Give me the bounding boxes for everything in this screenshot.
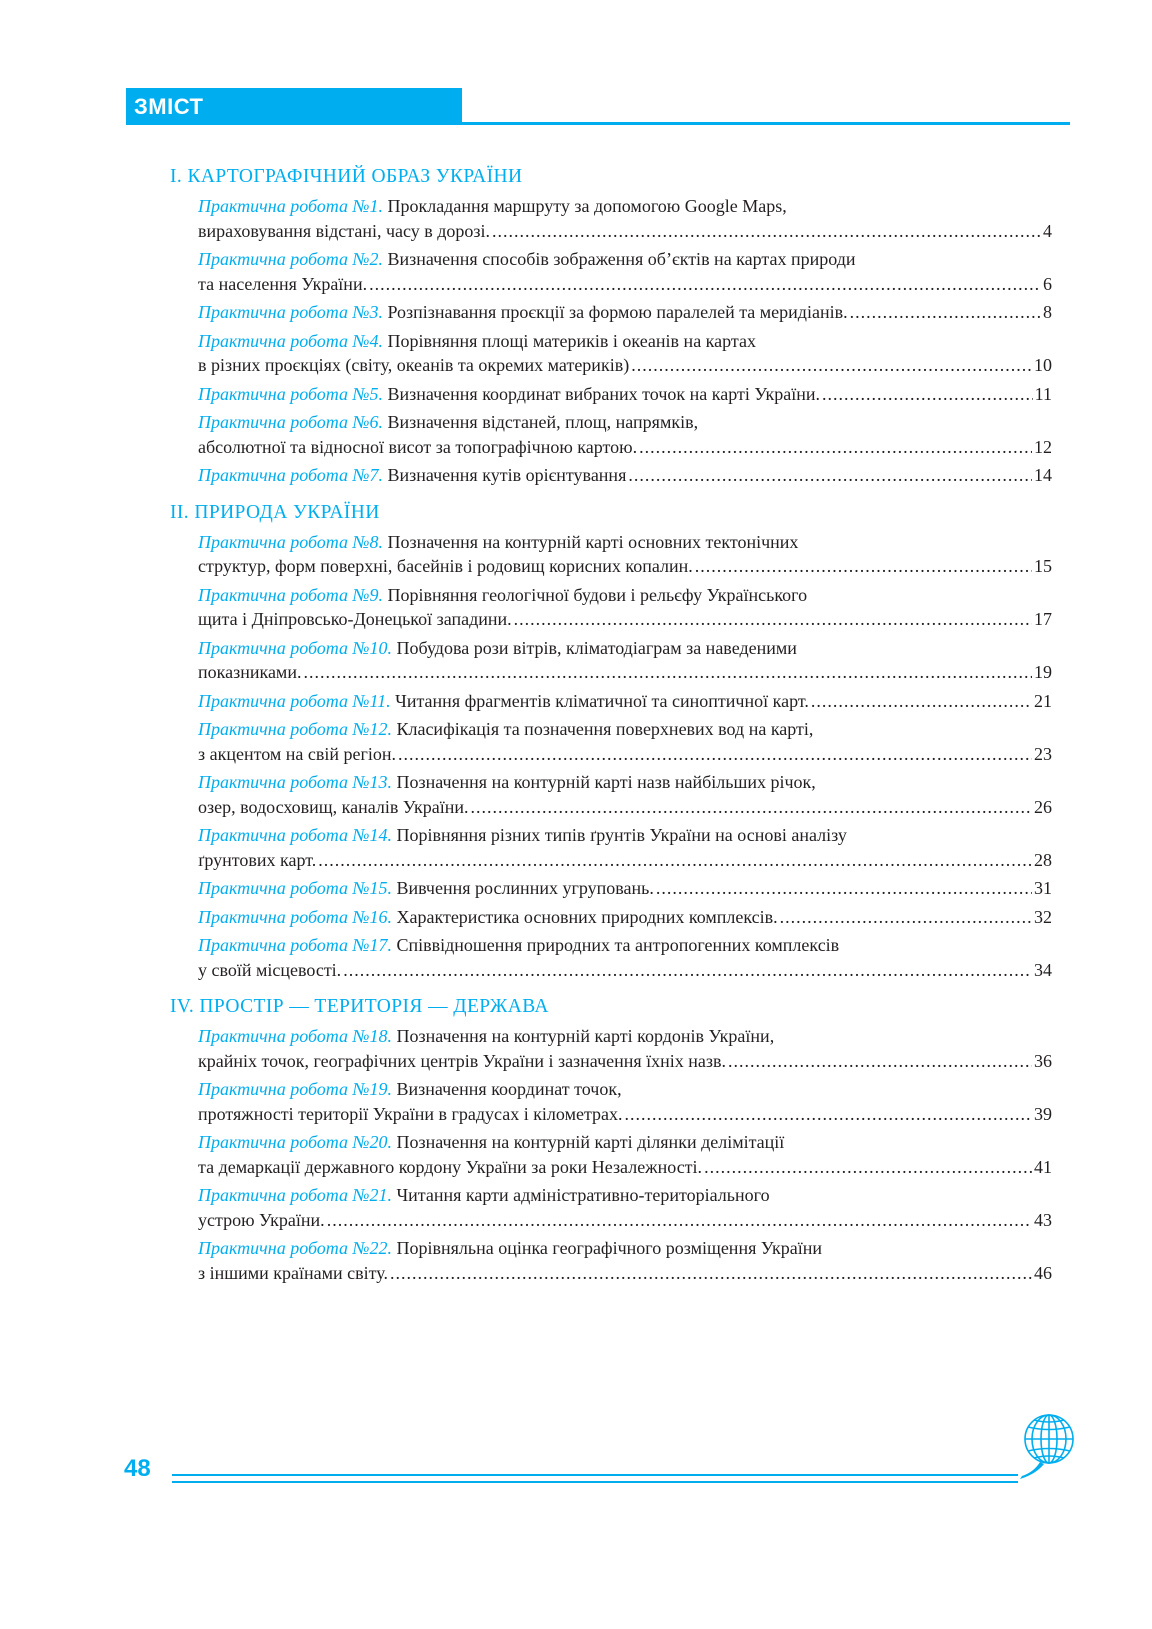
toc-entry[interactable] (198, 636, 1052, 685)
entry-title: Співвідношення природних та антропогенних комплексів (391, 935, 840, 955)
entry-label: Практична робота №20. (198, 1132, 392, 1152)
entry-line (198, 530, 1052, 555)
dot-leader (822, 382, 1033, 407)
entry-line (198, 435, 1052, 460)
entry-label: Практична робота №11. (198, 690, 391, 711)
dot-leader (625, 1102, 1032, 1127)
entry-line (198, 660, 1052, 685)
entry-title (198, 435, 637, 460)
toc-entry[interactable] (198, 905, 1052, 930)
toc-section (170, 992, 1052, 1285)
entry-title: Порівняння геологічної будови і рельєфу Українського (382, 584, 808, 605)
entry-title-text: щита і Дніпровсько-Донецької западини. (198, 609, 512, 629)
entry-title (198, 1261, 388, 1286)
entry-line (198, 958, 1052, 983)
entry-title-text: ґрунтових карт. (198, 849, 317, 870)
dot-leader (492, 219, 1041, 244)
entry-page-number: 17 (1034, 609, 1052, 629)
entry-title (198, 300, 848, 325)
entry-title (198, 607, 512, 632)
dot-leader (369, 272, 1041, 297)
entry-label: Практична робота №12. (198, 719, 392, 739)
entry-page-number: 14 (1034, 465, 1052, 485)
entry-label: Практична робота №7. (198, 465, 383, 485)
entry-label: Практична робота №13. (198, 772, 392, 792)
entry-title-text: устрою України. (198, 1209, 325, 1230)
entry-page-number: 23 (1034, 743, 1052, 764)
entry-line (198, 353, 1052, 378)
entry-title (198, 876, 654, 901)
toc-entry[interactable] (198, 1236, 1052, 1285)
dot-leader (780, 905, 1032, 930)
entry-title-text: в різних проєкціях (світу, океанів та окремих материків) (198, 355, 630, 375)
entry-line (198, 717, 1052, 742)
entry-line (198, 1208, 1052, 1233)
entry-title (198, 1208, 325, 1233)
entry-line (198, 300, 1052, 325)
entry-line (198, 636, 1052, 661)
entry-page-number: 10 (1034, 355, 1052, 375)
entry-label: Практична робота №21. (198, 1185, 392, 1205)
entry-label: Практична робота №4. (198, 330, 383, 351)
entry-title (198, 958, 341, 983)
entry-title: Позначення на контурній карті ділянки делімітації (391, 1132, 785, 1152)
entry-title: Порівняльна оцінка географічного розміщення України (391, 1238, 823, 1258)
entry-page-number: 11 (1034, 383, 1052, 404)
entry-title (198, 554, 693, 579)
entry-title-text: показниками. (198, 662, 302, 682)
entry-page-number: 4 (1043, 220, 1052, 241)
entry-title (198, 382, 820, 407)
dot-leader (639, 435, 1032, 460)
footer-rule (172, 1474, 1018, 1476)
entry-line (198, 876, 1052, 901)
entry-label: Практична робота №19. (198, 1079, 392, 1099)
entry-title: Визначення способів зображення об’єктів на картах природи (382, 249, 856, 269)
globe-icon (1018, 1412, 1080, 1484)
page-title: ЗМІСТ (134, 94, 204, 119)
entry-page-number: 28 (1034, 849, 1052, 870)
entry-page-number: 6 (1043, 273, 1052, 294)
entry-line (198, 1024, 1052, 1049)
entry-page-number: 21 (1034, 690, 1052, 711)
toc-entry[interactable] (198, 463, 1052, 488)
entry-line (198, 1049, 1052, 1074)
toc-entry[interactable] (198, 876, 1052, 901)
entry-line (198, 770, 1052, 795)
entry-title: Позначення на контурній карті кордонів України, (391, 1026, 775, 1046)
dot-leader (656, 876, 1032, 901)
table-of-contents (170, 162, 1052, 1295)
entry-title (198, 848, 316, 873)
entry-line (198, 905, 1052, 930)
entry-line (198, 1236, 1052, 1261)
entry-label: Практична робота №22. (198, 1238, 392, 1258)
dot-leader (390, 1261, 1032, 1286)
entry-label: Практична робота №2. (198, 249, 383, 269)
entry-page-number: 12 (1034, 436, 1052, 457)
entry-page-number: 41 (1034, 1156, 1052, 1177)
entry-title-text: озер, водосховищ, каналів України. (198, 796, 469, 817)
entry-title (198, 1049, 726, 1074)
entry-page-number: 46 (1034, 1262, 1052, 1283)
toc-entry[interactable] (198, 247, 1052, 296)
toc-entry[interactable] (198, 933, 1052, 982)
dot-leader (303, 660, 1032, 685)
toc-section (170, 162, 1052, 488)
entry-label: Практична робота №9. (198, 584, 383, 605)
dot-leader (628, 463, 1032, 488)
entry-line (198, 554, 1052, 579)
entry-title-text: Розпізнавання проєкції за формою паралелей та меридіанів. (382, 302, 848, 322)
toc-entry[interactable] (198, 530, 1052, 579)
entry-page-number: 32 (1034, 906, 1052, 927)
footer-rule (172, 1481, 1018, 1483)
entry-title (198, 689, 809, 714)
entry-line (198, 1077, 1052, 1102)
toc-entry[interactable] (198, 1024, 1052, 1073)
entry-title: Визначення відстаней, площ, напрямків, (382, 412, 699, 432)
toc-entry[interactable] (198, 1183, 1052, 1232)
entry-title: Читання карти адміністративно-територіального (391, 1185, 770, 1205)
toc-entry[interactable] (198, 823, 1052, 872)
entry-page-number: 19 (1034, 662, 1052, 682)
entry-title: Позначення на контурній карті основних тектонічних (382, 531, 799, 552)
entry-title: Позначення на контурній карті назв найбільших річок, (391, 772, 816, 792)
section-title: ІV. ПРОСТІР — ТЕРИТОРІЯ — ДЕРЖАВА (170, 996, 549, 1017)
dot-leader (695, 554, 1032, 579)
entry-title (198, 660, 301, 685)
entry-title (198, 905, 778, 930)
entry-line (198, 689, 1052, 714)
dot-leader (514, 607, 1032, 632)
dot-leader (728, 1049, 1032, 1074)
entry-label: Практична робота №18. (198, 1026, 392, 1046)
entry-title: Прокладання маршруту за допомогою Google Maps, (382, 196, 787, 216)
entry-title-text: з акцентом на свій регіон. (198, 743, 397, 764)
entry-page-number: 26 (1034, 796, 1052, 817)
dot-leader (398, 742, 1032, 767)
entry-title-text: абсолютної та відносної висот за топографічною картою. (198, 436, 638, 457)
entry-page-number: 36 (1034, 1050, 1052, 1071)
entry-label: Практична робота №15. (198, 878, 392, 898)
entry-line (198, 1183, 1052, 1208)
entry-line (198, 823, 1052, 848)
entry-line (198, 329, 1052, 354)
entry-line (198, 933, 1052, 958)
toc-entry[interactable] (198, 194, 1052, 243)
entry-page-number: 8 (1043, 302, 1052, 322)
entry-title (198, 353, 629, 378)
entry-page-number: 39 (1034, 1103, 1052, 1124)
entry-title-text: Вивчення рослинних угруповань. (391, 878, 654, 898)
entry-line (198, 607, 1052, 632)
entry-line (198, 1261, 1052, 1286)
entry-title-text: Читання фрагментів кліматичної та синоптичної карт. (390, 690, 809, 711)
entry-line (198, 410, 1052, 435)
entry-title: Класифікація та позначення поверхневих вод на карті, (391, 719, 814, 739)
entry-title: Побудова рози вітрів, кліматодіаграм за наведеними (391, 637, 797, 658)
entry-page-number: 34 (1034, 959, 1052, 980)
toc-entry[interactable] (198, 770, 1052, 819)
entry-title-text: Характеристика основних природних комплексів. (391, 906, 778, 927)
entry-page-number: 15 (1034, 556, 1052, 576)
entry-label: Практична робота №1. (198, 196, 383, 216)
entry-line (198, 1155, 1052, 1180)
dot-leader (471, 795, 1032, 820)
entry-label: Практична робота №16. (198, 906, 392, 927)
entry-title: Визначення координат точок, (391, 1079, 622, 1099)
toc-entry[interactable] (198, 329, 1052, 378)
toc-entry[interactable] (198, 300, 1052, 325)
toc-entry[interactable] (198, 583, 1052, 632)
entry-page-number: 43 (1034, 1209, 1052, 1230)
entry-title-text: протяжності території України в градусах і кілометрах. (198, 1103, 623, 1124)
entry-title-text: структур, форм поверхні, басейнів і родовищ корисних копалин. (198, 556, 693, 576)
entry-line (198, 1130, 1052, 1155)
entry-label: Практична робота №14. (198, 825, 392, 845)
entry-title (198, 795, 469, 820)
toc-entry[interactable] (198, 382, 1052, 407)
entry-title-text: з іншими країнами світу. (198, 1262, 388, 1283)
entry-line (198, 247, 1052, 272)
entry-line (198, 848, 1052, 873)
toc-section (170, 498, 1052, 983)
entry-line (198, 583, 1052, 608)
entry-title-text: та демаркації державного кордону України за роки Незалежності. (198, 1156, 703, 1177)
dot-leader (343, 958, 1032, 983)
entry-title-text: вираховування відстані, часу в дорозі. (198, 220, 491, 241)
entry-page-number: 31 (1034, 878, 1052, 898)
section-title: І. КАРТОГРАФІЧНИЙ ОБРАЗ УКРАЇНИ (170, 166, 523, 187)
entry-title (198, 219, 490, 244)
section-title: ІІ. ПРИРОДА УКРАЇНИ (170, 501, 380, 523)
entry-title-text: Визначення кутів орієнтування (382, 465, 627, 485)
header-rule (126, 122, 1070, 125)
entry-label: Практична робота №17. (198, 935, 392, 955)
toc-entry[interactable] (198, 717, 1052, 766)
entry-title: Порівняння площі материків і океанів на картах (382, 330, 756, 351)
entry-title (198, 1102, 623, 1127)
entry-title (198, 272, 367, 297)
dot-leader (327, 1208, 1032, 1233)
entry-title (198, 1155, 702, 1180)
entry-label: Практична робота №5. (198, 383, 383, 404)
dot-leader (811, 689, 1032, 714)
toc-entry[interactable] (198, 689, 1052, 714)
toc-entry[interactable] (198, 410, 1052, 459)
toc-entry[interactable] (198, 1130, 1052, 1179)
entry-title-text: та населення України. (198, 273, 368, 294)
entry-label: Практична робота №8. (198, 531, 383, 552)
toc-entry[interactable] (198, 1077, 1052, 1126)
entry-line (198, 219, 1052, 244)
page-number: 48 (124, 1455, 151, 1482)
entry-label: Практична робота №10. (198, 637, 392, 658)
entry-title-text: крайніх точок, географічних центрів України і зазначення їхніх назв. (198, 1050, 727, 1071)
entry-title-text: Визначення координат вибраних точок на карті України. (382, 383, 820, 404)
entry-line (198, 272, 1052, 297)
entry-line (198, 382, 1052, 407)
dot-leader (631, 353, 1032, 378)
dot-leader (850, 300, 1041, 325)
entry-title-text: у своїй місцевості. (198, 959, 342, 980)
entry-label: Практична робота №6. (198, 412, 383, 432)
dot-leader (704, 1155, 1032, 1180)
dot-leader (318, 848, 1032, 873)
entry-line (198, 1102, 1052, 1127)
entry-title (198, 742, 396, 767)
entry-title: Порівняння різних типів ґрунтів України на основі аналізу (391, 825, 847, 845)
entry-line (198, 742, 1052, 767)
entry-line (198, 463, 1052, 488)
entry-line (198, 194, 1052, 219)
entry-title (198, 463, 626, 488)
entry-line (198, 795, 1052, 820)
entry-label: Практична робота №3. (198, 302, 383, 322)
